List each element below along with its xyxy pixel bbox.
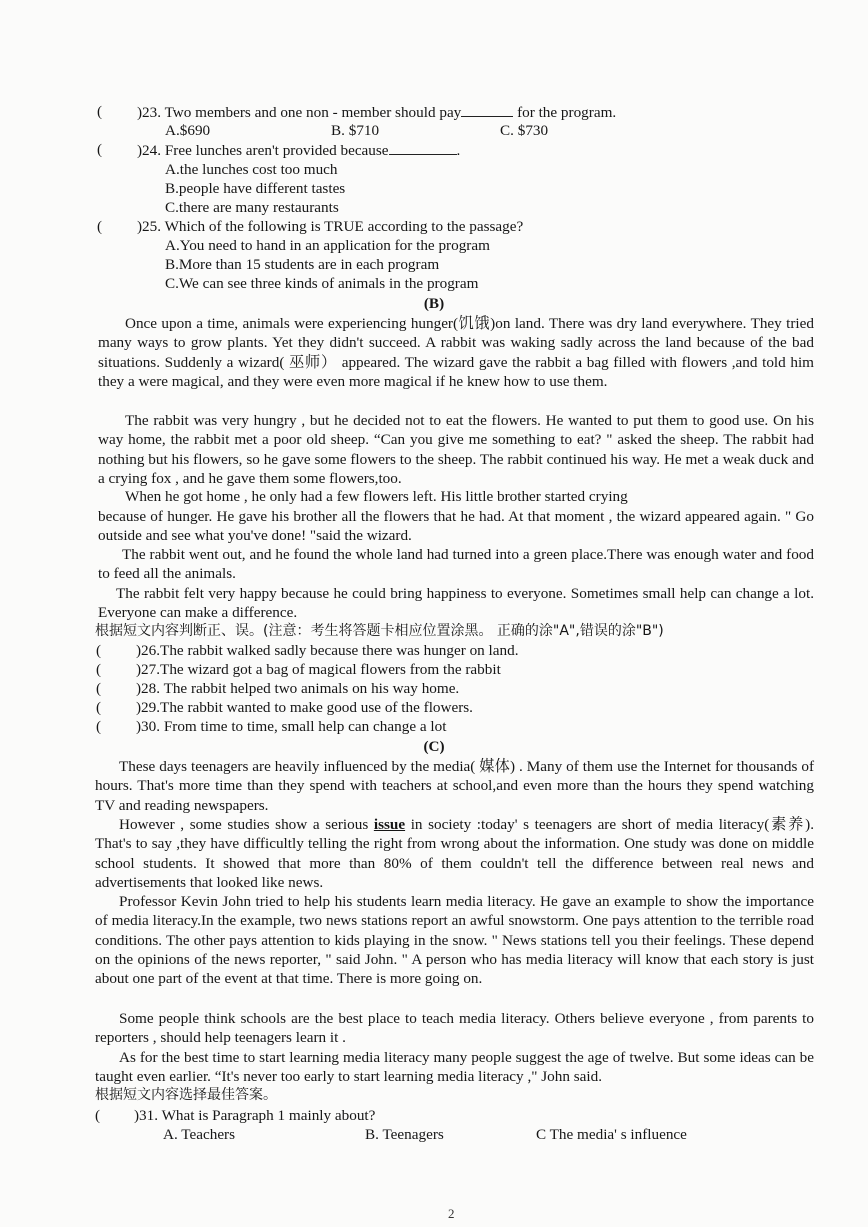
answer-paren: ( xyxy=(96,718,102,735)
question-24 xyxy=(137,140,460,160)
question-24-tail: . xyxy=(456,142,461,159)
option-31-c: C The media' s influence xyxy=(536,1126,687,1143)
issue-keyword: issue xyxy=(373,816,406,833)
section-b-paragraph-4: The rabbit went out, and he found the whole land had turned into a green place.There was enough water and food to feed all the animals. xyxy=(98,546,814,583)
answer-paren: ( xyxy=(96,699,102,716)
section-c-paragraph-4: Some people think schools are the best place to teach media literacy. Others believe everyone , from parents to reporters , should help teenagers learn it . xyxy=(95,1010,814,1047)
section-c-instruction: 根据短文内容选择最佳答案。 xyxy=(95,1087,277,1103)
answer-paren: ( xyxy=(96,680,102,697)
answer-blank xyxy=(461,102,513,117)
section-c-heading: (C) xyxy=(423,738,445,755)
option-25-a: A.You need to hand in an application for the program xyxy=(165,237,490,254)
section-c-paragraph-3: Professor Kevin John tried to help his students learn media literacy. He gave an example to show the importance of media literacy.In the example, two news stations report an awful snowstorm. One pays attention to the terrible road conditions. The other pays attention to kids playing in the snow. " News stations tell you their feelings. These depend on the opinions of the news reporter, " said John. " A person who has media literacy will know that each story is just about one part of the event at that time. There is more going on. xyxy=(95,893,814,988)
option-23-a: A.$690 xyxy=(165,122,211,139)
statement-29: )29.The rabbit wanted to make good use of the flowers. xyxy=(136,699,473,716)
option-23-c: C. $730 xyxy=(500,122,549,139)
statement-30: )30. From time to time, small help can change a lot xyxy=(136,718,447,735)
section-c-paragraph-5: As for the best time to start learning media literacy many people suggest the age of twelve. But some ideas can be taught even earlier. “It's never too early to start learning media literacy ," John said. xyxy=(95,1049,814,1086)
option-24-a: A.the lunches cost too much xyxy=(165,161,338,178)
section-b-paragraph-5: The rabbit felt very happy because he could bring happiness to everyone. Sometimes small help can change a lot. Everyone can make a difference. xyxy=(98,585,814,622)
answer-paren: ( xyxy=(96,661,102,678)
answer-paren: ( xyxy=(95,1107,101,1124)
section-b-paragraph-1: Once upon a time, animals were experiencing hunger(饥饿)on land. There was dry land everywhere. They tried many ways to grow plants. Yet they didn't succeed. A rabbit was waking sadly across the land because of the bad situations. Suddenly a wizard( 巫师） appeared. The wizard gave the rabbit a bag filled with flowers ,and told him they a were magical, and they were even more magical if he knew how to use them. xyxy=(98,315,814,390)
paragraph-2-end: in society :today' s teenagers are short of media literacy(素养). That's to say ,they have difficultly telling the right from wrong about the information. One study was done on middle school students. It showed that more than 80% of them couldn't tell the difference between real news and advertisements that looked like news. xyxy=(95,816,814,891)
section-b-heading: (B) xyxy=(423,295,445,312)
answer-paren: ( xyxy=(97,141,103,158)
section-b-paragraph-2: The rabbit was very hungry , but he decided not to eat the flowers. He wanted to put them to good use. On his way home, the rabbit met a poor old sheep. “Can you give me something to eat? " asked the sheep. The rabbit had nothing but his flowers, so he gave some flowers to the sheep. The rabbit continued his way. He met a weak duck and a crying fox , and he gave them some flowers,too. xyxy=(98,412,814,487)
option-25-c: C.We can see three kinds of animals in the program xyxy=(165,275,479,292)
option-31-b: B. Teenagers xyxy=(365,1126,444,1143)
option-25-b: B.More than 15 students are in each program xyxy=(165,256,440,273)
statement-27: )27.The wizard got a bag of magical flowers from the rabbit xyxy=(136,661,501,678)
section-c-paragraph-1: These days teenagers are heavily influenced by the media( 媒体) . Many of them use the Internet for thousands of hours. That's more time than they spend with teachers at school,and even more than the hours they spend watching TV and reading newspapers. xyxy=(95,758,814,814)
answer-paren: ( xyxy=(97,103,103,120)
option-24-c: C.there are many restaurants xyxy=(165,199,339,216)
answer-blank xyxy=(389,140,457,155)
option-31-a: A. Teachers xyxy=(163,1126,236,1143)
question-23-stem: )23. Two members and one non - member should pay xyxy=(137,104,462,121)
question-23 xyxy=(137,102,616,122)
question-24-stem: )24. Free lunches aren't provided because xyxy=(137,142,389,159)
option-24-b: B.people have different tastes xyxy=(165,180,346,197)
option-23-b: B. $710 xyxy=(331,122,380,139)
answer-paren: ( xyxy=(97,218,103,235)
section-b-paragraph-3-first-line: When he got home , he only had a few flowers left. His little brother started crying xyxy=(125,488,628,505)
paragraph-2-start: However , some studies show a serious xyxy=(119,816,374,833)
question-23-tail: for the program. xyxy=(517,104,617,121)
page-number: 2 xyxy=(448,1206,455,1221)
question-31: )31. What is Paragraph 1 mainly about? xyxy=(134,1107,376,1124)
section-b-instruction: 根据短文内容判断正、误。(注意：考生将答题卡相应位置涂黑。 正确的涂"A",错误的涂"B") xyxy=(95,623,664,639)
answer-paren: ( xyxy=(96,642,102,659)
section-c-paragraph-2 xyxy=(95,815,814,892)
statement-26: )26.The rabbit walked sadly because there was hunger on land. xyxy=(136,642,519,659)
question-25: )25. Which of the following is TRUE according to the passage? xyxy=(137,218,524,235)
section-b-paragraph-3-rest: because of hunger. He gave his brother all the flowers that he had. At that moment , the wizard appeared again. " Go outside and see what you've done! "said the wizard. xyxy=(98,508,814,545)
statement-28: )28. The rabbit helped two animals on his way home. xyxy=(136,680,460,697)
